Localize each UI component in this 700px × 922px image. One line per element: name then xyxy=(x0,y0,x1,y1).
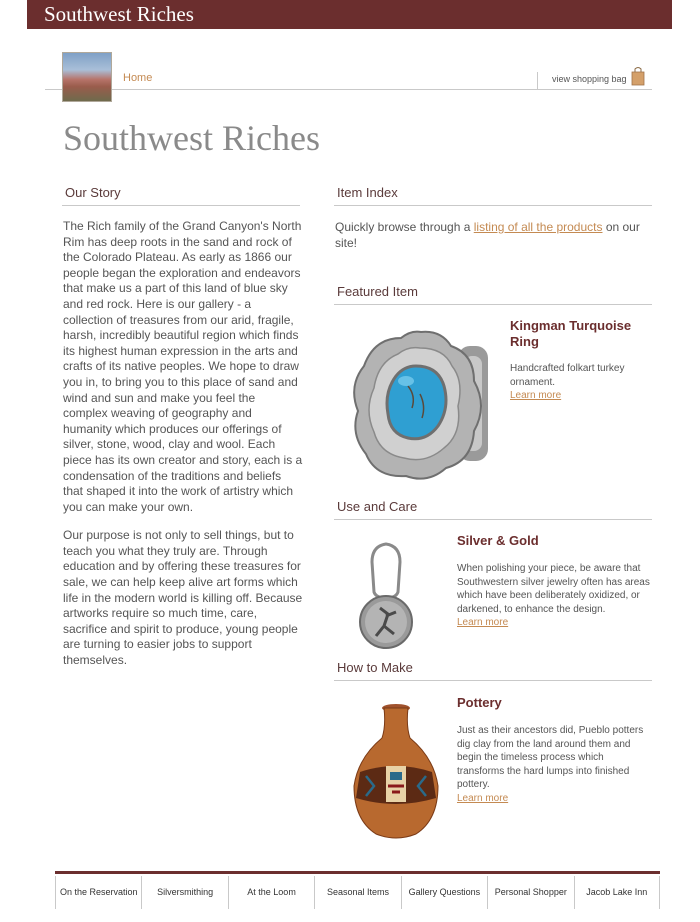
footer-nav-at-the-loom[interactable]: At the Loom xyxy=(228,876,314,909)
silver-gold-title[interactable]: Silver & Gold xyxy=(457,533,539,548)
product-listing-link[interactable]: listing of all the products xyxy=(473,220,603,234)
featured-learn-more-link[interactable]: Learn more xyxy=(510,390,562,401)
breadcrumb-bar xyxy=(45,50,652,90)
footer-navigation xyxy=(55,871,660,922)
pottery-vase-image[interactable] xyxy=(346,702,446,842)
footer-nav-seasonal-items[interactable]: Seasonal Items xyxy=(314,876,400,909)
silver-gold-desc-text: When polishing your piece, be aware that Southwestern silver jewelry often has areas which have been deliberately oxidized, or darkened, to enhance the design. xyxy=(457,563,650,615)
pottery-title[interactable]: Pottery xyxy=(457,695,502,710)
home-link[interactable]: Home xyxy=(123,72,153,84)
turquoise-ring-image[interactable] xyxy=(346,326,496,488)
featured-item-desc-text: Handcrafted folkart turkey ornament. xyxy=(510,363,625,388)
pottery-learn-more-link[interactable]: Learn more xyxy=(457,792,509,804)
item-index-text xyxy=(335,219,645,251)
footer-nav-jacob-lake-inn[interactable]: Jacob Lake Inn xyxy=(574,876,660,909)
silver-gold-description xyxy=(457,562,652,630)
story-paragraph-2: Our purpose is not only to sell things, but to teach you what they truly are. Through education and by offering these treasures for sale, we can help keep alive art forms which life in the modern world is killing off. Because artworks require so much time, care, sacrifice and spirit to produce, young people are turning to easier jobs to support themselves. xyxy=(63,528,303,668)
featured-item-title[interactable]: Kingman Turquoise Ring xyxy=(510,318,632,349)
footer-nav-on-the-reservation[interactable]: On the Reservation xyxy=(55,876,141,909)
page-title: Southwest Riches xyxy=(63,118,320,158)
item-index-heading: Item Index xyxy=(334,184,652,206)
pottery-desc-text: Just as their ancestors did, Pueblo potters dig clay from the land around them and begin the timeless process which transforms the hard lumps into finished pottery. xyxy=(457,725,644,790)
care-learn-more-link[interactable]: Learn more xyxy=(457,617,509,628)
divider xyxy=(537,72,538,89)
footer-nav-personal-shopper[interactable]: Personal Shopper xyxy=(487,876,573,909)
brand-logo-text[interactable]: Southwest Riches xyxy=(44,2,194,26)
our-story-text xyxy=(63,219,303,682)
index-text-before: Quickly browse through a xyxy=(335,220,474,234)
our-story-heading: Our Story xyxy=(62,184,300,206)
footer-nav-silversmithing[interactable]: Silversmithing xyxy=(141,876,227,909)
featured-item-heading: Featured Item xyxy=(334,283,652,305)
footer-nav-gallery-questions[interactable]: Gallery Questions xyxy=(401,876,487,909)
pottery-description xyxy=(457,724,652,805)
featured-item-description xyxy=(510,362,645,403)
index-text-after: on our site! xyxy=(335,220,640,250)
shopping-bag-icon[interactable] xyxy=(631,66,645,86)
view-shopping-bag-link[interactable]: view shopping bag xyxy=(552,74,627,84)
canyon-thumbnail xyxy=(62,52,112,102)
top-banner xyxy=(27,0,672,29)
silver-keychain-image[interactable] xyxy=(356,540,416,652)
how-to-make-heading: How to Make xyxy=(334,659,652,681)
use-and-care-heading: Use and Care xyxy=(334,498,652,520)
story-paragraph-1: The Rich family of the Grand Canyon's North Rim has deep roots in the sand and rock of the Colorado Plateau. As early as 1866 our people began the exploration and endeavors that make us a part of this land of blue sky and red rock. Here is our gallery - a collection of treasures from our arid, fragile, harsh, incredibly beautiful region which finds its highest human expression in the arts and crafts of its native peoples. We hope to draw you in, to bring you to this place of sand and wind and sun and make you feel the complex weaving of geography and humanity which produces our offerings of silver, stone, wood, clay and wool. Each piece has its own creator and story, each is a condensation of the traditions and beliefs that shaped it into the work of artistry which you can make your own. xyxy=(63,219,303,514)
